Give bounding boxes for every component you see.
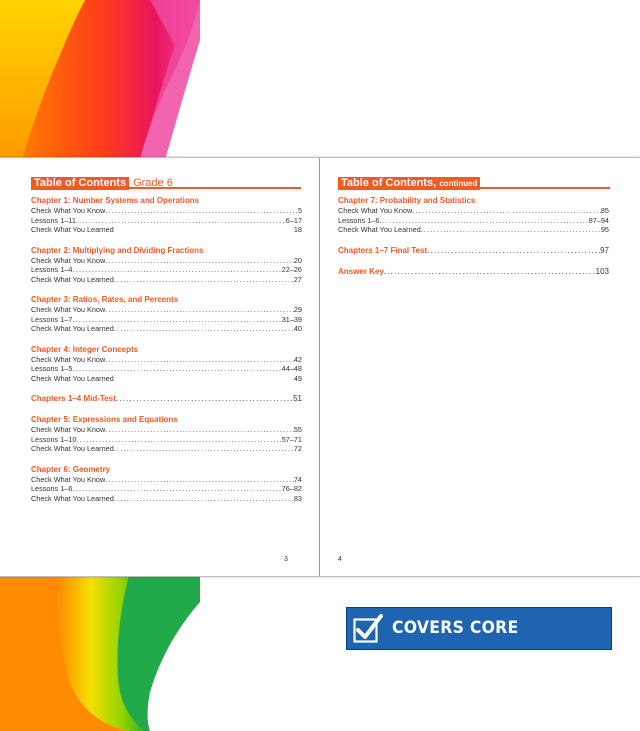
entry-label: Lessons 1–5: [31, 364, 73, 373]
chapter-block: [338, 267, 609, 277]
entry-label: Check What You Know: [31, 255, 106, 265]
toc-entry[interactable]: [31, 206, 302, 216]
chapter-block: [31, 394, 302, 404]
chapter-title: Chapter 6: Geometry: [31, 464, 111, 474]
entry-label: Check What You Learned: [338, 225, 421, 234]
entry-label: Check What You Know: [31, 354, 106, 364]
toc-header: [31, 173, 301, 189]
entry-page: 83: [293, 493, 302, 503]
entry-page: 72: [293, 444, 302, 453]
toc-entry[interactable]: [31, 475, 302, 485]
entry-page: 44–48: [281, 364, 302, 373]
dot-leader: [105, 355, 294, 365]
dot-leader: [105, 425, 294, 435]
dot-leader: [114, 444, 294, 454]
chapter-title: Chapter 5: Expressions and Equations: [31, 415, 178, 424]
page-number: 4: [338, 556, 342, 563]
decorative-stripes-top: [0, 0, 200, 160]
dot-leader: [72, 364, 281, 374]
dot-leader: [114, 275, 294, 285]
chapter-block: [31, 246, 302, 285]
entry-page: 76–82: [281, 484, 302, 493]
toc-entry[interactable]: [31, 444, 302, 454]
toc-tab-continued: continued: [439, 179, 478, 188]
entry-label: Lessons 1–6: [31, 484, 73, 493]
entry-page: 74: [293, 474, 302, 484]
toc-entry[interactable]: [31, 364, 302, 374]
entry-label: Check What You Know: [338, 206, 413, 215]
left-page: [0, 158, 320, 576]
entry-label: Check What You Learned: [31, 274, 114, 284]
entry-label: Chapters 1–4 Mid-Test: [31, 394, 116, 403]
chapter-title: Chapter 3: Ratios, Rates, and Percents: [31, 295, 179, 304]
toc-entry-final-test[interactable]: [338, 246, 609, 256]
toc-list: [31, 196, 302, 514]
toc-entry[interactable]: [31, 374, 302, 384]
toc-list: [338, 196, 609, 288]
entry-label: Lessons 1–10: [31, 434, 77, 444]
entry-page: 42: [293, 354, 302, 364]
entry-label: Check What You Know: [31, 305, 106, 314]
entry-label: Lessons 1–11: [31, 215, 76, 225]
toc-entry[interactable]: [31, 355, 302, 365]
chapter-block: [338, 196, 609, 235]
dot-leader: [114, 494, 294, 504]
entry-page: 22–26: [281, 265, 302, 274]
dot-leader: [72, 315, 281, 325]
toc-entry[interactable]: [31, 494, 302, 504]
grade-label: Grade 6: [133, 177, 173, 189]
chapter-title: Chapter 4: Integer Concepts: [31, 344, 139, 354]
toc-entry[interactable]: [31, 315, 302, 325]
entry-label: Check What You Learned: [31, 373, 114, 383]
chapter-title: Chapter 1: Number Systems and Operations: [31, 196, 200, 205]
dot-leader: [105, 475, 294, 485]
decorative-stripes-bottom: [0, 572, 200, 731]
entry-label: Check What You Know: [31, 206, 106, 215]
entry-page: 103: [595, 266, 609, 276]
dot-leader: [412, 206, 601, 216]
entry-label: Check What You Know: [31, 474, 106, 484]
entry-page: 6–17: [285, 215, 302, 225]
toc-entry[interactable]: [338, 225, 609, 235]
toc-entry[interactable]: [31, 265, 302, 275]
covers-core-concepts-banner: [346, 607, 612, 679]
right-page: [320, 158, 640, 576]
toc-tab: [338, 177, 480, 190]
dot-leader: [72, 265, 281, 275]
chapter-title: Chapter 7: Probability and Statistics: [338, 196, 476, 205]
entry-label: Chapters 1–7 Final Test: [338, 245, 428, 255]
dot-leader: [105, 206, 298, 216]
entry-page: 51: [293, 394, 302, 403]
entry-label: Check What You Learned: [31, 324, 114, 333]
toc-header: [338, 173, 610, 189]
chapter-block: [338, 246, 609, 256]
entry-label: Check What You Learned: [31, 225, 114, 234]
entry-page: 40: [293, 324, 302, 333]
toc-entry[interactable]: [31, 225, 302, 235]
dot-leader: [384, 267, 596, 277]
entry-label: Answer Key: [338, 266, 384, 276]
chapter-block: [31, 345, 302, 384]
entry-label: Lessons 1–4: [31, 265, 73, 274]
dot-leader: [421, 225, 601, 235]
page-number: 3: [284, 556, 288, 563]
entry-page: 49: [293, 373, 302, 383]
toc-entry[interactable]: [31, 305, 302, 315]
dot-leader: [105, 256, 294, 266]
chapter-block: [31, 196, 302, 235]
toc-entry[interactable]: [338, 216, 609, 226]
toc-entry[interactable]: [338, 206, 609, 216]
entry-page: 97: [600, 245, 609, 255]
entry-page: 18: [293, 225, 302, 234]
banner-text: COVERS CORE CONCEPTS: [392, 618, 519, 679]
dot-leader: [114, 324, 294, 334]
entry-label: Lessons 1–6: [338, 215, 380, 225]
entry-label: Lessons 1–7: [31, 314, 73, 324]
entry-page: 57–71: [281, 434, 302, 444]
dot-leader: [72, 484, 281, 494]
toc-entry[interactable]: [31, 256, 302, 266]
entry-page: 31–39: [281, 314, 302, 324]
entry-page: 85: [600, 206, 609, 215]
entry-label: Check What You Learned: [31, 493, 114, 503]
toc-tab-label: Table of Contents,: [341, 177, 437, 189]
dot-leader: [427, 246, 600, 256]
book-spread: [0, 157, 640, 577]
entry-page: 27: [293, 274, 302, 284]
entry-page: 55: [293, 425, 302, 434]
toc-entry[interactable]: [31, 275, 302, 285]
entry-label: Check What You Know: [31, 425, 106, 434]
toc-entry-answer-key[interactable]: [338, 267, 609, 277]
chapter-block: [31, 465, 302, 504]
chapter-block: [31, 415, 302, 454]
toc-tab: Table of Contents: [31, 177, 129, 190]
entry-label: Check What You Learned: [31, 444, 114, 453]
dot-leader: [76, 435, 281, 445]
toc-entry-midtest[interactable]: [31, 394, 302, 404]
entry-page: 5: [297, 206, 302, 215]
entry-page: 20: [293, 255, 302, 265]
entry-page: 29: [293, 305, 302, 314]
toc-entry[interactable]: [31, 324, 302, 334]
checkmark-icon: [353, 613, 383, 643]
toc-entry[interactable]: [31, 435, 302, 445]
dot-leader: [116, 394, 293, 404]
chapter-block: [31, 295, 302, 334]
toc-entry[interactable]: [31, 484, 302, 494]
dot-leader: [105, 305, 294, 315]
dot-leader: [379, 216, 588, 226]
dot-leader: [76, 216, 286, 226]
chapter-title: Chapter 2: Multiplying and Dividing Fractions: [31, 245, 204, 255]
entry-page: 87–94: [588, 215, 609, 225]
toc-entry[interactable]: [31, 216, 302, 226]
entry-page: 95: [600, 225, 609, 234]
toc-entry[interactable]: [31, 425, 302, 435]
